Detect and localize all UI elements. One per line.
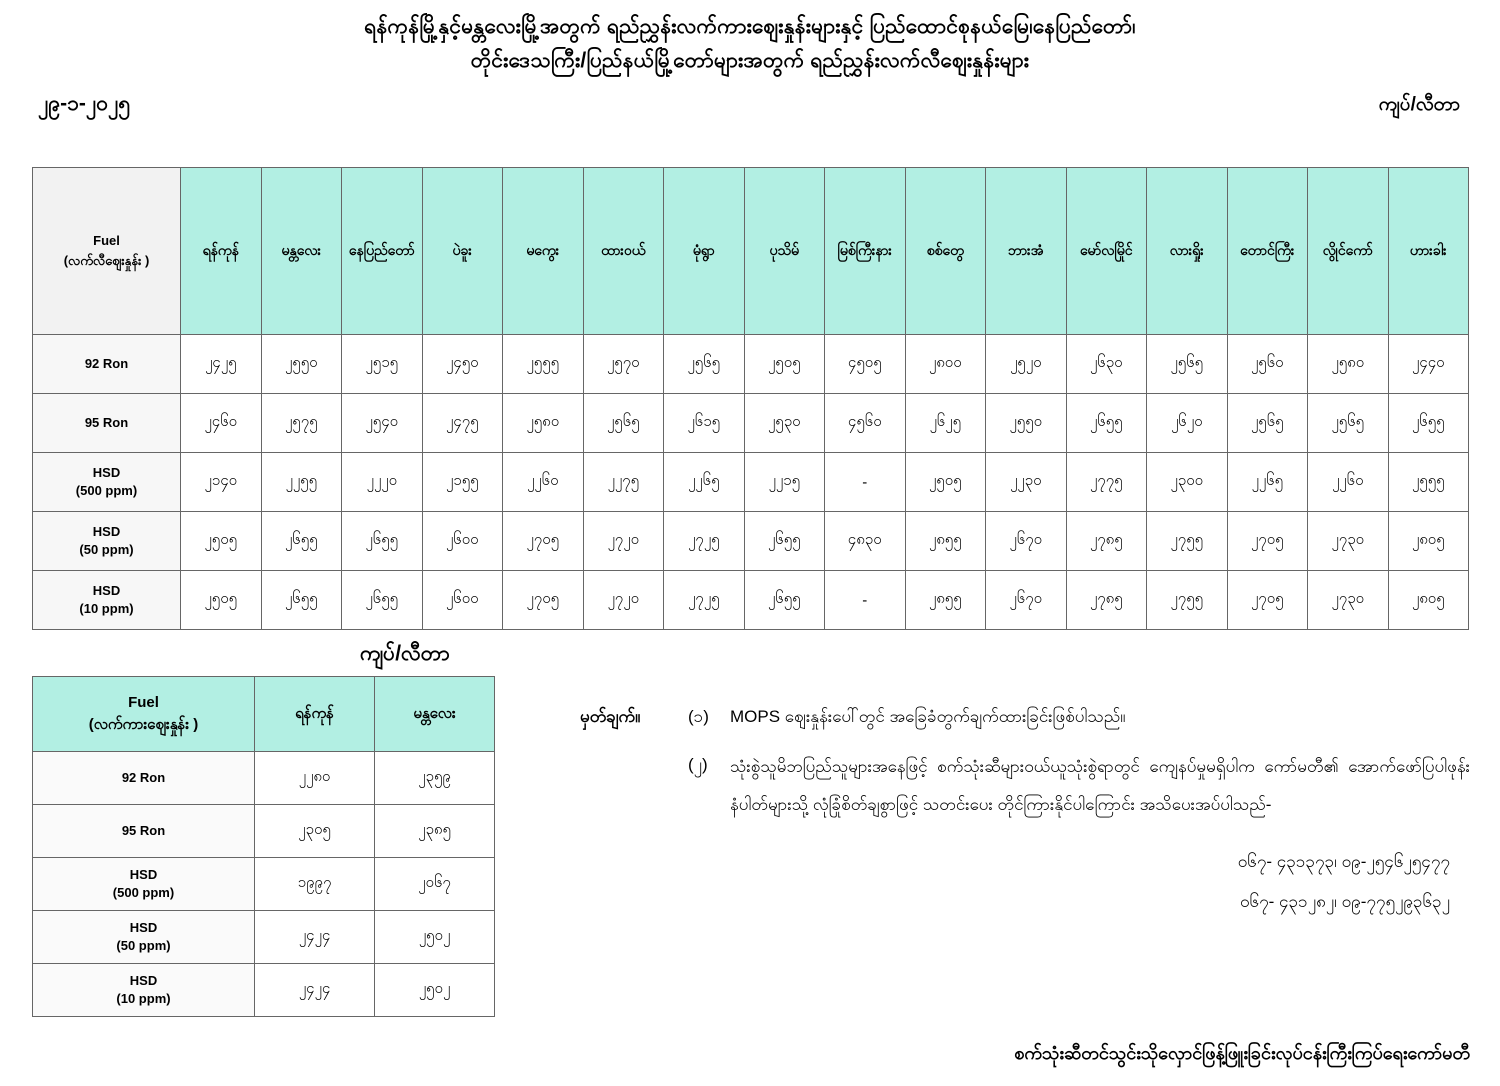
cell-r2-c12: ၂၃၀၀ <box>1147 453 1228 512</box>
table-header-row <box>33 677 495 752</box>
cell-r4-c7: ၂၆၅၅ <box>744 571 825 630</box>
column-header-city-8: မြစ်ကြီးနား <box>825 168 906 335</box>
cell-r2-c6: ၂၂၆၅ <box>664 453 745 512</box>
row-label-2 <box>33 453 181 512</box>
cell-r4-c10: ၂၆၇၀ <box>986 571 1067 630</box>
note-number-1: (၁) <box>688 707 709 726</box>
cell-r2-c10: ၂၂၃၀ <box>986 453 1067 512</box>
wholesale-row-label-3 <box>33 911 255 964</box>
cell-r1-c7: ၂၅၃၀ <box>744 394 825 453</box>
wholesale-row-label-1 <box>33 805 255 858</box>
retail-price-table-body <box>33 335 1469 630</box>
cell-r0-c0: ၂၄၂၅ <box>181 335 262 394</box>
note-item-2 <box>580 748 1470 824</box>
wholesale-price-table <box>32 676 495 1017</box>
note-item-1 <box>580 700 1470 734</box>
cell-r0-c8: ၄၅၀၅ <box>825 335 906 394</box>
table-row <box>33 335 1469 394</box>
wholesale-cell-r4-c1: ၂၅၀၂ <box>375 964 495 1017</box>
column-header-city-11: မော်လမြိုင် <box>1066 168 1147 335</box>
wholesale-cell-r0-c1: ၂၃၅၉ <box>375 752 495 805</box>
wholesale-cell-r2-c0: ၁၉၉၇ <box>255 858 375 911</box>
cell-r1-c12: ၂၆၂၀ <box>1147 394 1228 453</box>
retail-price-table-head <box>33 168 1469 335</box>
table-header-row <box>33 168 1469 335</box>
wholesale-row-label-3-line-1: HSD <box>129 920 158 935</box>
cell-r0-c3: ၂၄၅၀ <box>422 335 503 394</box>
fuel-header-line-1: Fuel <box>93 233 120 248</box>
cell-r2-c5: ၂၂၇၅ <box>583 453 664 512</box>
cell-r2-c9: ၂၅၀၅ <box>905 453 986 512</box>
wholesale-price-table-head <box>33 677 495 752</box>
cell-r2-c3: ၂၁၅၅ <box>422 453 503 512</box>
column-header-city-9: စစ်တွေ <box>905 168 986 335</box>
column-header-wholesale-city-0: ရန်ကုန် <box>255 677 375 752</box>
contact-phone-line-2: ၀၆၇- ၄၃၁၂၈၂၊ ၀၉-၇၇၅၂၉၃၆၃၂ <box>1239 892 1450 911</box>
wholesale-row-label-0-line-1: 92 Ron <box>121 770 166 785</box>
cell-r4-c8: - <box>825 571 906 630</box>
table-row <box>33 964 495 1017</box>
cell-r3-c7: ၂၆၅၅ <box>744 512 825 571</box>
wholesale-cell-r4-c0: ၂၄၂၄ <box>255 964 375 1017</box>
cell-r3-c12: ၂၇၅၅ <box>1147 512 1228 571</box>
wholesale-table-unit-label: ကျပ်/လီတာ <box>360 642 450 665</box>
cell-r3-c3: ၂၆၀၀ <box>422 512 503 571</box>
cell-r3-c0: ၂၅၀၅ <box>181 512 262 571</box>
cell-r0-c6: ၂၅၆၅ <box>664 335 745 394</box>
column-header-wholesale-city-1: မန္တလေး <box>375 677 495 752</box>
cell-r1-c15: ၂၆၅၅ <box>1388 394 1469 453</box>
cell-r4-c13: ၂၇၀၅ <box>1227 571 1308 630</box>
wholesale-row-label-4-line-1: HSD <box>129 973 158 988</box>
table-row <box>33 394 1469 453</box>
cell-r2-c4: ၂၂၆၀ <box>503 453 584 512</box>
contact-phone-line-1: ၀၆၇- ၄၃၁၃၇၃၊ ၀၉-၂၅၄၆၂၅၄၇၇ <box>1237 852 1450 871</box>
cell-r1-c10: ၂၅၅၀ <box>986 394 1067 453</box>
column-header-city-12: လားရှိုး <box>1147 168 1228 335</box>
column-header-city-15: ဟားခါး <box>1388 168 1469 335</box>
cell-r0-c11: ၂၆၃၀ <box>1066 335 1147 394</box>
cell-r3-c4: ၂၇၀၅ <box>503 512 584 571</box>
row-label-0-line-1: 92 Ron <box>84 356 129 371</box>
table-row <box>33 512 1469 571</box>
wholesale-row-label-2-line-2: (500 ppm) <box>112 885 175 900</box>
cell-r1-c4: ၂၅၈၀ <box>503 394 584 453</box>
table-row <box>33 752 495 805</box>
table-row <box>33 805 495 858</box>
cell-r1-c14: ၂၅၆၅ <box>1308 394 1389 453</box>
cell-r3-c14: ၂၇၃၀ <box>1308 512 1389 571</box>
row-label-0 <box>33 335 181 394</box>
cell-r3-c5: ၂၇၂၀ <box>583 512 664 571</box>
cell-r4-c0: ၂၅၀၅ <box>181 571 262 630</box>
table-row <box>33 858 495 911</box>
cell-r4-c4: ၂၇၀၅ <box>503 571 584 630</box>
wholesale-price-table-body <box>33 752 495 1017</box>
wholesale-cell-r3-c1: ၂၅၀၂ <box>375 911 495 964</box>
cell-r4-c6: ၂၇၂၅ <box>664 571 745 630</box>
cell-r1-c8: ၄၅၆၀ <box>825 394 906 453</box>
row-label-4-line-1: HSD <box>92 583 121 598</box>
fuel-header-wholesale-line-2: (လက်ကားဈေးနှုန်း ) <box>88 716 199 733</box>
cell-r3-c8: ၄၈၃၀ <box>825 512 906 571</box>
report-date: ၂၉-၁-၂၀၂၅ <box>38 92 131 115</box>
row-label-4-line-2: (10 ppm) <box>79 601 134 616</box>
cell-r4-c1: ၂၆၅၅ <box>261 571 342 630</box>
column-header-city-7: ပုသိမ် <box>744 168 825 335</box>
cell-r0-c1: ၂၅၅၀ <box>261 335 342 394</box>
cell-r3-c6: ၂၇၂၅ <box>664 512 745 571</box>
retail-price-table <box>32 167 1469 630</box>
cell-r3-c13: ၂၇၀၅ <box>1227 512 1308 571</box>
cell-r2-c13: ၂၂၆၅ <box>1227 453 1308 512</box>
cell-r4-c9: ၂၈၅၅ <box>905 571 986 630</box>
cell-r2-c2: ၂၂၂၀ <box>342 453 423 512</box>
wholesale-row-label-3-line-2: (50 ppm) <box>116 938 171 953</box>
contact-phones <box>580 842 1470 922</box>
notes-section <box>580 700 1470 922</box>
cell-r0-c4: ၂၅၅၅ <box>503 335 584 394</box>
meta-row <box>0 90 1500 124</box>
row-label-3-line-2: (50 ppm) <box>79 542 134 557</box>
cell-r1-c5: ၂၅၆၅ <box>583 394 664 453</box>
cell-r3-c11: ၂၇၈၅ <box>1066 512 1147 571</box>
row-label-1-line-1: 95 Ron <box>84 415 129 430</box>
row-label-3-line-1: HSD <box>92 524 121 539</box>
cell-r4-c11: ၂၇၈၅ <box>1066 571 1147 630</box>
cell-r3-c1: ၂၆၅၅ <box>261 512 342 571</box>
wholesale-cell-r3-c0: ၂၄၂၄ <box>255 911 375 964</box>
column-header-city-2: နေပြည်တော် <box>342 168 423 335</box>
cell-r1-c0: ၂၄၆၀ <box>181 394 262 453</box>
column-header-fuel <box>33 168 181 335</box>
cell-r0-c12: ၂၅၆၅ <box>1147 335 1228 394</box>
cell-r2-c8: - <box>825 453 906 512</box>
page-title-line-1: ရန်ကုန်မြို့နှင့်မန္တလေးမြို့အတွက် ရည်ညွှန်းလက်ကားဈေးနှုန်းများနှင့် ပြည်ထောင်စုနယ်မြေ၊နေပြည်တော်၊ <box>364 15 1136 38</box>
wholesale-cell-r0-c0: ၂၂၈၀ <box>255 752 375 805</box>
cell-r3-c9: ၂၈၅၅ <box>905 512 986 571</box>
note-text-2: သုံးစွဲသူမိဘပြည်သူများအနေဖြင့် စက်သုံးဆီများဝယ်ယူသုံးစွဲရာတွင် ကျေနပ်မှုမရှိပါက ကော်မတီ၏ အောက်ဖော်ပြပါဖုန်းနံပါတ်များသို့ လုံခြုံစိတ်ချစွာဖြင့် သတင်းပေး တိုင်ကြားနိုင်ပါကြောင်း အသိပေးအပ်ပါသည်- <box>730 757 1470 814</box>
cell-r2-c1: ၂၂၅၅ <box>261 453 342 512</box>
retail-price-table-wrap <box>32 167 1469 630</box>
notes-heading: မှတ်ချက်။ <box>580 707 641 726</box>
cell-r0-c14: ၂၅၈၀ <box>1308 335 1389 394</box>
note-text-1: MOPS ဈေးနှုန်းပေါ်တွင် အခြေခံတွက်ချက်ထားခြင်းဖြစ်ပါသည်။ <box>730 707 1126 726</box>
cell-r1-c9: ၂၆၂၅ <box>905 394 986 453</box>
wholesale-row-label-2-line-1: HSD <box>129 867 158 882</box>
wholesale-cell-r2-c1: ၂၀၆၇ <box>375 858 495 911</box>
column-header-city-13: တောင်ကြီး <box>1227 168 1308 335</box>
cell-r1-c3: ၂၄၇၅ <box>422 394 503 453</box>
table-row <box>33 453 1469 512</box>
cell-r4-c12: ၂၇၅၅ <box>1147 571 1228 630</box>
cell-r4-c15: ၂၈၀၅ <box>1388 571 1469 630</box>
wholesale-cell-r1-c0: ၂၃၀၅ <box>255 805 375 858</box>
cell-r3-c10: ၂၆၇၀ <box>986 512 1067 571</box>
wholesale-price-table-wrap <box>32 676 495 1017</box>
note-number-2: (၂) <box>688 755 708 774</box>
cell-r0-c2: ၂၅၁၅ <box>342 335 423 394</box>
cell-r0-c13: ၂၅၆၀ <box>1227 335 1308 394</box>
document-title-block <box>0 0 1500 78</box>
cell-r3-c15: ၂၈၀၅ <box>1388 512 1469 571</box>
cell-r0-c9: ၂၈၀၀ <box>905 335 986 394</box>
column-header-city-0: ရန်ကုန် <box>181 168 262 335</box>
row-label-2-line-2: (500 ppm) <box>75 483 138 498</box>
cell-r4-c3: ၂၆၀၀ <box>422 571 503 630</box>
column-header-city-1: မန္တလေး <box>261 168 342 335</box>
column-header-city-14: လွိုင်ကော် <box>1308 168 1389 335</box>
cell-r2-c11: ၂၇၇၅ <box>1066 453 1147 512</box>
row-label-2-line-1: HSD <box>92 465 121 480</box>
wholesale-cell-r1-c1: ၂၃၈၅ <box>375 805 495 858</box>
table-row <box>33 911 495 964</box>
column-header-city-5: ထားဝယ် <box>583 168 664 335</box>
cell-r2-c14: ၂၂၆၀ <box>1308 453 1389 512</box>
wholesale-row-label-2 <box>33 858 255 911</box>
cell-r4-c5: ၂၇၂၀ <box>583 571 664 630</box>
main-table-unit-label: ကျပ်/လီတာ <box>1378 94 1460 115</box>
cell-r1-c1: ၂၅၇၅ <box>261 394 342 453</box>
cell-r0-c10: ၂၅၂၀ <box>986 335 1067 394</box>
cell-r2-c0: ၂၁၄၀ <box>181 453 262 512</box>
page-title-line-2: တိုင်းဒေသကြီး/ပြည်နယ်မြို့တော်များအတွက် ရည်ညွှန်းလက်လီဈေးနှုန်းများ <box>470 49 1030 72</box>
cell-r1-c13: ၂၅၆၅ <box>1227 394 1308 453</box>
table-row <box>33 571 1469 630</box>
cell-r1-c6: ၂၆၁၅ <box>664 394 745 453</box>
cell-r1-c2: ၂၅၄၀ <box>342 394 423 453</box>
cell-r1-c11: ၂၆၅၅ <box>1066 394 1147 453</box>
fuel-header-wholesale-line-1: Fuel <box>128 694 159 711</box>
column-header-city-3: ပဲခူး <box>422 168 503 335</box>
cell-r0-c15: ၂၄၄၀ <box>1388 335 1469 394</box>
cell-r3-c2: ၂၆၅၅ <box>342 512 423 571</box>
column-header-city-10: ဘားအံ <box>986 168 1067 335</box>
cell-r0-c7: ၂၅၀၅ <box>744 335 825 394</box>
row-label-1 <box>33 394 181 453</box>
wholesale-row-label-4-line-2: (10 ppm) <box>116 991 171 1006</box>
issuing-organization: စက်သုံးဆီတင်သွင်းသိုလှောင်ဖြန့်ဖြူးခြင်းလုပ်ငန်းကြီးကြပ်ရေးကော်မတီ <box>1014 1043 1470 1063</box>
column-header-city-6: မုံရွာ <box>664 168 745 335</box>
row-label-3 <box>33 512 181 571</box>
cell-r4-c2: ၂၆၅၅ <box>342 571 423 630</box>
column-header-fuel-wholesale <box>33 677 255 752</box>
row-label-4 <box>33 571 181 630</box>
cell-r4-c14: ၂၇၃၀ <box>1308 571 1389 630</box>
fuel-header-line-2: (လက်လီဈေးနှုန်း ) <box>63 253 150 268</box>
wholesale-row-label-0 <box>33 752 255 805</box>
cell-r2-c15: ၂၅၅၅ <box>1388 453 1469 512</box>
wholesale-row-label-1-line-1: 95 Ron <box>121 823 166 838</box>
cell-r0-c5: ၂၅၇၀ <box>583 335 664 394</box>
column-header-city-4: မကွေး <box>503 168 584 335</box>
wholesale-row-label-4 <box>33 964 255 1017</box>
cell-r2-c7: ၂၂၁၅ <box>744 453 825 512</box>
